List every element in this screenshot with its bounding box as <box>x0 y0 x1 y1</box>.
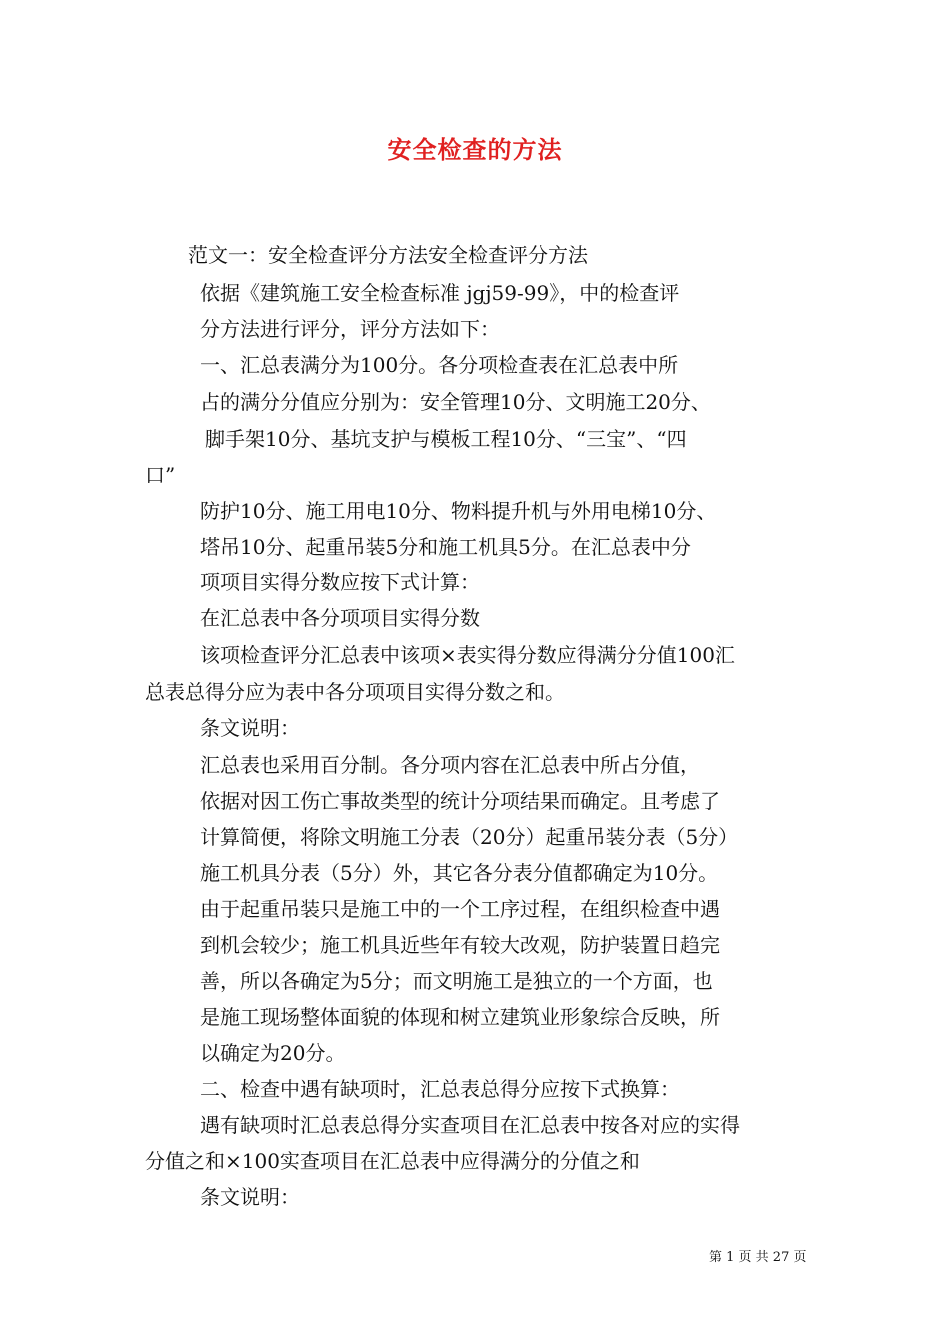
body-line: 脚手架10分、基坑支护与模板工程10分、“三宝”、“四 <box>205 427 687 451</box>
body-line: 条文说明： <box>200 1185 300 1209</box>
body-line: 是施工现场整体面貌的体现和树立建筑业形象综合反映，所 <box>200 1005 720 1029</box>
body-line: 塔吊10分、起重吊装5分和施工机具5分。在汇总表中分 <box>200 535 691 559</box>
body-line: 二、检查中遇有缺项时，汇总表总得分应按下式换算： <box>200 1077 680 1101</box>
body-line: 防护10分、施工用电10分、物料提升机与外用电梯10分、 <box>200 499 717 523</box>
body-line: 分方法进行评分，评分方法如下： <box>200 317 500 341</box>
body-line: 遇有缺项时汇总表总得分实查项目在汇总表中按各对应的实得 <box>200 1113 740 1137</box>
body-line: 项项目实得分数应按下式计算： <box>200 570 480 594</box>
body-line: 汇总表也采用百分制。各分项内容在汇总表中所占分值， <box>200 753 700 777</box>
body-line: 在汇总表中各分项项目实得分数 <box>200 606 480 630</box>
body-line: 施工机具分表（5分）外，其它各分表分值都确定为10分。 <box>200 861 719 885</box>
body-line: 该项检查评分汇总表中该项×表实得分数应得满分分值100汇 <box>200 643 735 667</box>
body-line: 善，所以各确定为5分；而文明施工是独立的一个方面，也 <box>200 969 713 993</box>
body-line: 口” <box>145 463 176 487</box>
body-line: 占的满分分值应分别为：安全管理10分、文明施工20分、 <box>200 390 711 414</box>
body-line: 到机会较少；施工机具近些年有较大改观，防护装置日趋完 <box>200 933 720 957</box>
body-line: 总表总得分应为表中各分项项目实得分数之和。 <box>145 680 565 704</box>
body-line: 以确定为20分。 <box>200 1041 346 1065</box>
page-number: 第 1 页 共 27 页 <box>709 1250 807 1265</box>
body-line: 分值之和×100实查项目在汇总表中应得满分的分值之和 <box>145 1149 640 1173</box>
body-line: 由于起重吊装只是施工中的一个工序过程，在组织检查中遇 <box>200 897 720 921</box>
body-line: 依据《建筑施工安全检查标准 jgj59-99》，中的检查评 <box>200 281 680 305</box>
body-line: 条文说明： <box>200 716 300 740</box>
body-line: 计算简便，将除文明施工分表（20分）起重吊装分表（5分） <box>200 825 739 849</box>
body-line: 范文一：安全检查评分方法安全检查评分方法 <box>188 243 588 267</box>
document-title: 安全检查的方法 <box>387 135 563 164</box>
body-line: 一、汇总表满分为100分。各分项检查表在汇总表中所 <box>200 353 679 377</box>
body-line: 依据对因工伤亡事故类型的统计分项结果而确定。且考虑了 <box>200 789 720 813</box>
